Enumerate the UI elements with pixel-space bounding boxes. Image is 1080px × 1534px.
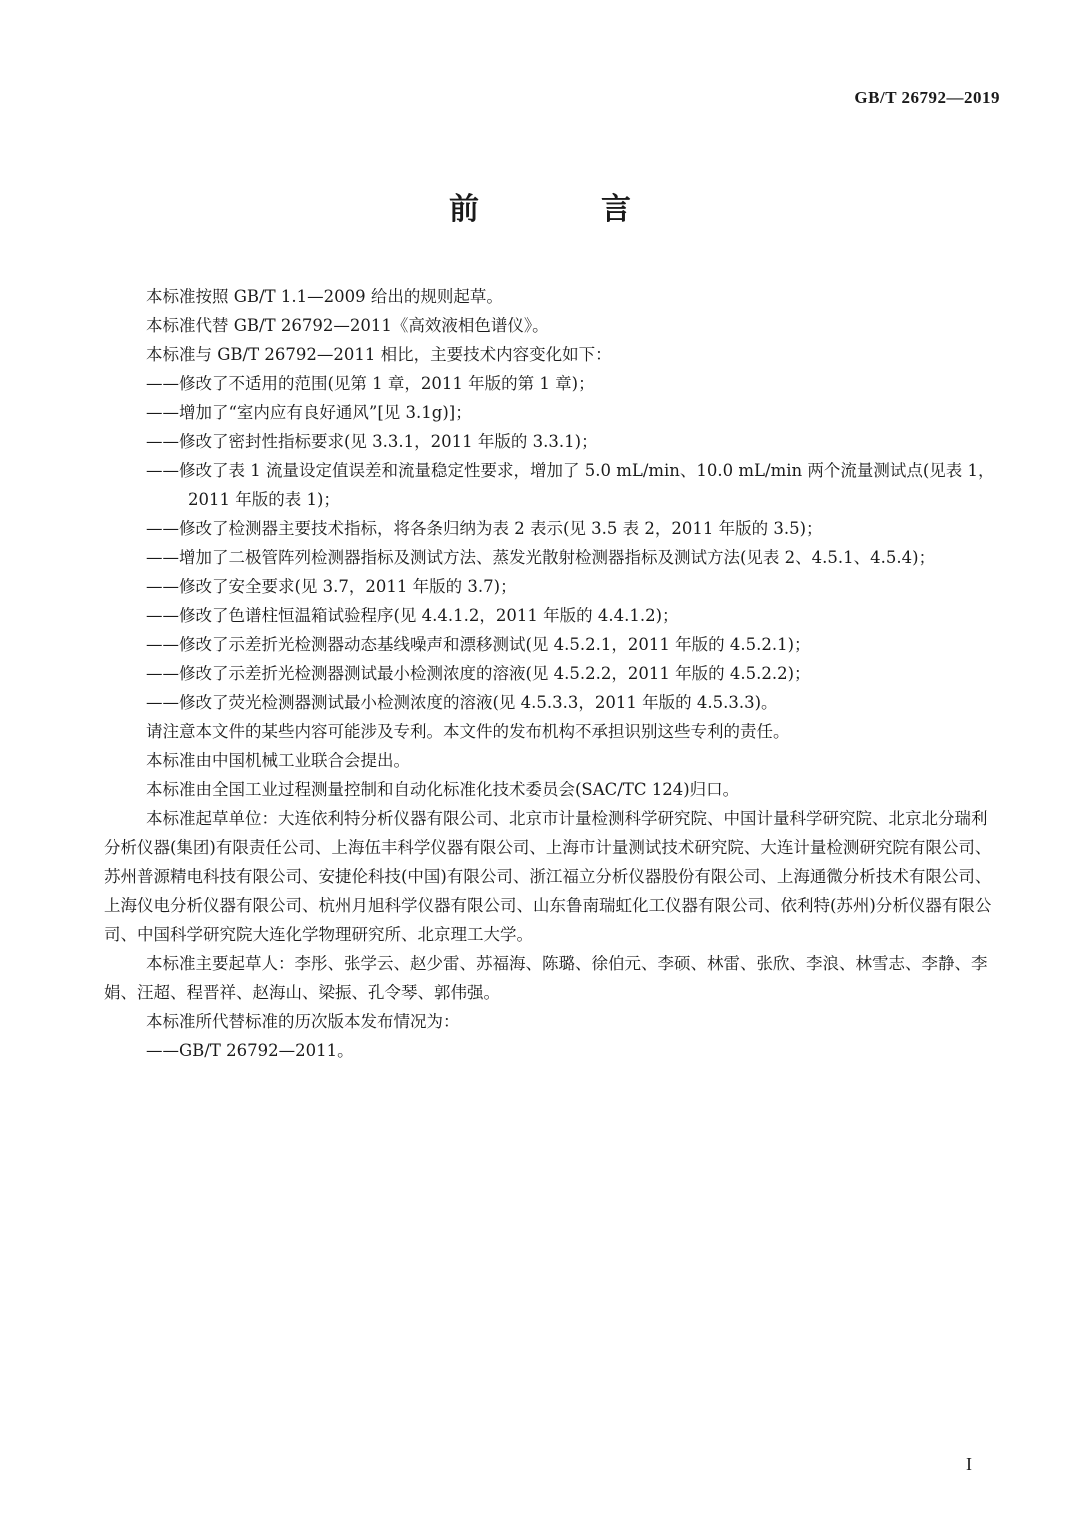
- paragraph: 本标准由中国机械工业联合会提出。: [146, 751, 410, 770]
- change-item: ——修改了检测器主要技术指标，将各条归纳为表 2 表示(见 3.5 表 2，2011 年版的 3.5)；: [146, 519, 823, 538]
- paragraph: 本标准按照 GB/T 1.1—2009 给出的规则起草。: [146, 287, 503, 306]
- change-item: ——修改了安全要求(见 3.7，2011 年版的 3.7)；: [146, 577, 517, 596]
- paragraph-drafting-units: 本标准起草单位：大连依利特分析仪器有限公司、北京市计量检测科学研究院、中国计量科学研究院、北京北分瑞利分析仪器(集团)有限责任公司、上海伍丰科学仪器有限公司、上海市计量测试技术研究院、大连计量检测研究院有限公司、苏州普源精电科技有限公司、安捷伦科技(中国)有限公司、浙江福立分析仪器股份有限公司、上海通微分析技术有限公司、上海仪电分析仪器有限公司、杭州月旭科学仪器有限公司、山东鲁南瑞虹化工仪器有限公司、依利特(苏州)分析仪器有限公司、中国科学研究院大连化学物理研究所、北京理工大学。: [104, 809, 992, 944]
- paragraph: 本标准所代替标准的历次版本发布情况为：: [146, 1012, 460, 1031]
- paragraph-drafters: 本标准主要起草人：李彤、张学云、赵少雷、苏福海、陈璐、徐伯元、李硕、林雷、张欣、李浪、林雪志、李静、李娟、汪超、程晋祥、赵海山、梁振、孔令琴、郭伟强。: [104, 954, 988, 1002]
- change-item: ——修改了表 1 流量设定值误差和流量稳定性要求，增加了 5.0 mL/min、10.0 mL/min 两个流量测试点(见表 1，2011 年版的表 1)；: [146, 461, 995, 509]
- change-item: ——修改了密封性指标要求(见 3.3.1，2011 年版的 3.3.1)；: [146, 432, 598, 451]
- change-item: ——修改了示差折光检测器动态基线噪声和漂移测试(见 4.5.2.1，2011 年版的 4.5.2.1)；: [146, 635, 811, 654]
- paragraph: 请注意本文件的某些内容可能涉及专利。本文件的发布机构不承担识别这些专利的责任。: [146, 722, 790, 741]
- paragraph: 本标准与 GB/T 26792—2011 相比，主要技术内容变化如下：: [146, 345, 612, 364]
- standard-number: GB/T 26792—2019: [854, 88, 1000, 107]
- change-item: ——修改了色谱柱恒温箱试验程序(见 4.4.1.2，2011 年版的 4.4.1.2)；: [146, 606, 679, 625]
- change-item: ——修改了不适用的范围(见第 1 章，2011 年版的第 1 章)；: [146, 374, 595, 393]
- paragraph: 本标准由全国工业过程测量控制和自动化标准化技术委员会(SAC/TC 124)归口。: [146, 780, 740, 799]
- change-item: ——增加了“室内应有良好通风”[见 3.1g)]；: [146, 403, 472, 422]
- change-item: ——修改了示差折光检测器测试最小检测浓度的溶液(见 4.5.2.2，2011 年版的 4.5.2.2)；: [146, 664, 811, 683]
- page-number: I: [966, 1454, 972, 1474]
- change-item: ——修改了荧光检测器测试最小检测浓度的溶液(见 4.5.3.3，2011 年版的 4.5.3.3)。: [146, 693, 778, 712]
- page-title: 前 言: [449, 192, 677, 227]
- change-item: ——增加了二极管阵列检测器指标及测试方法、蒸发光散射检测器指标及测试方法(见表 2、4.5.1、4.5.4)；: [146, 548, 936, 567]
- document-body: [104, 282, 1000, 1065]
- history-item: ——GB/T 26792—2011。: [146, 1041, 354, 1060]
- paragraph: 本标准代替 GB/T 26792—2011《高效液相色谱仪》。: [146, 316, 549, 335]
